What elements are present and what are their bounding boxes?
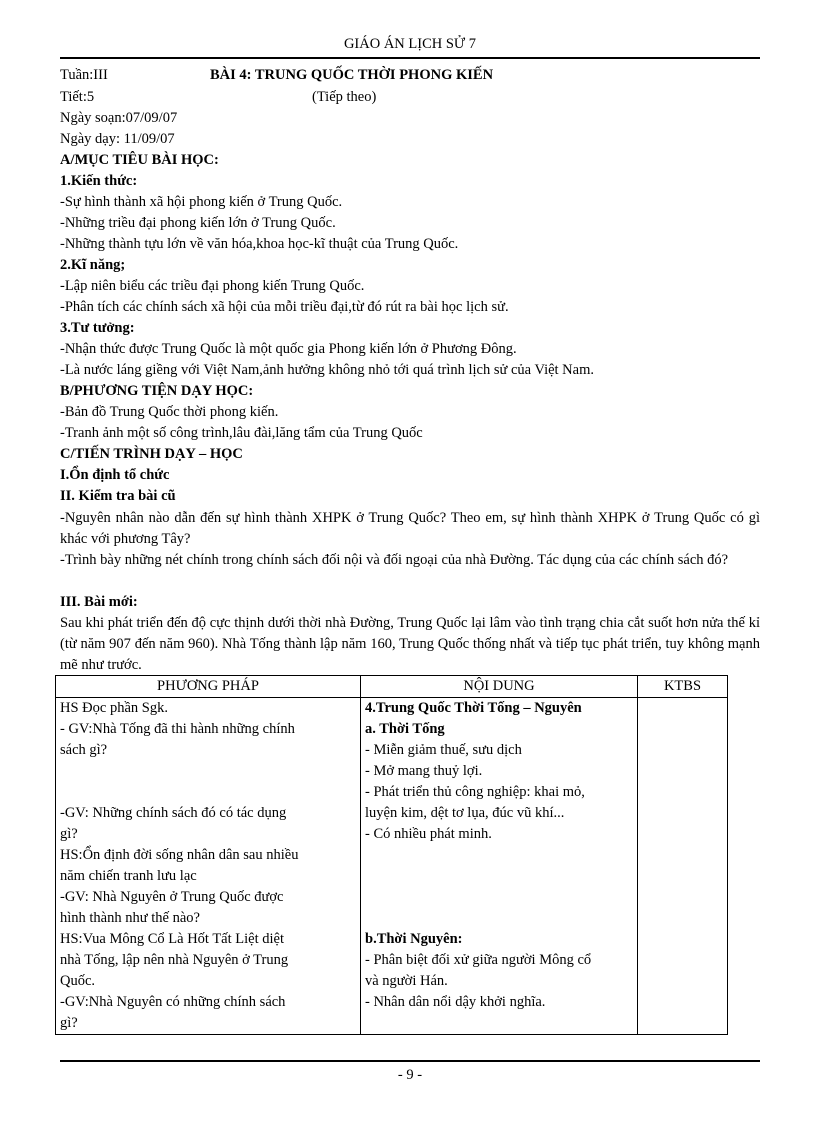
resource-item: -Bản đồ Trung Quốc thời phong kiến. xyxy=(60,404,279,420)
header-divider xyxy=(60,57,760,59)
blank-line xyxy=(60,782,356,803)
teach-date: Ngày dạy: 11/09/07 xyxy=(60,131,175,147)
method-line: -GV:Nhà Nguyên có những chính sách xyxy=(60,994,286,1010)
review-heading: II. Kiểm tra bài cũ xyxy=(60,488,176,504)
knowledge-heading: 1.Kiến thức: xyxy=(60,173,138,189)
method-line: - GV:Nhà Tống đã thi hành những chính xyxy=(60,721,295,737)
method-line: HS:Ổn định đời sống nhân dân sau nhiều xyxy=(60,847,299,863)
column-header-method: PHƯƠNG PHÁP xyxy=(56,676,361,698)
continued-label: (Tiếp theo) xyxy=(312,89,377,105)
method-line: -GV: Nhà Nguyên ở Trung Quốc được xyxy=(60,889,284,905)
stabilize-heading: I.Ổn định tổ chức xyxy=(60,467,170,483)
content-line: - Phát triển thủ công nghiệp: khai mỏ, xyxy=(365,784,585,800)
skills-heading: 2.Kĩ năng; xyxy=(60,257,126,273)
blank-line xyxy=(365,887,633,908)
knowledge-item: -Sự hình thành xã hội phong kiến ở Trung Quốc. xyxy=(60,194,343,210)
method-line: sách gì? xyxy=(60,742,108,758)
ktbs-cell xyxy=(638,698,728,1035)
method-line: năm chiến tranh lưu lạc xyxy=(60,868,197,884)
song-heading: a. Thời Tống xyxy=(365,721,445,737)
review-question-2: -Trình bày những nét chính trong chính sách đối nội và đối ngoại của nhà Đường. Tác dụng của các chính sách đó? xyxy=(60,552,729,568)
period-label: Tiết:5 xyxy=(60,89,95,105)
column-header-content: NỘI DUNG xyxy=(361,676,638,698)
content-line: luyện kim, dệt tơ lụa, đúc vũ khí... xyxy=(365,805,565,821)
page-header-title: GIÁO ÁN LỊCH SỬ 7 xyxy=(343,36,477,52)
knowledge-item: -Những triều đại phong kiến lớn ở Trung Quốc. xyxy=(60,215,336,231)
skills-item: -Lập niên biểu các triều đại phong kiến Trung Quốc. xyxy=(60,278,365,294)
method-line: gì? xyxy=(60,826,78,842)
resource-item: -Tranh ảnh một số công trình,lâu đài,lăng tẩm của Trung Quốc xyxy=(60,425,423,441)
lesson-table xyxy=(55,675,728,1035)
attitude-heading: 3.Tư tưởng: xyxy=(60,320,135,336)
method-line: nhà Tống, lập nên nhà Nguyên ở Trung xyxy=(60,952,289,968)
method-line: hình thành như thế nào? xyxy=(60,910,200,926)
new-lesson-heading: III. Bài mới: xyxy=(60,594,138,610)
table-row xyxy=(56,698,728,1035)
content-line: - Phân biệt đối xử giữa người Mông cổ xyxy=(365,952,592,968)
lesson-title: BÀI 4: TRUNG QUỐC THỜI PHONG KIẾN xyxy=(210,67,494,83)
blank-line xyxy=(365,908,633,929)
column-header-ktbs: KTBS xyxy=(638,676,728,698)
prep-date: Ngày soạn:07/09/07 xyxy=(60,110,178,126)
method-line: HS Đọc phần Sgk. xyxy=(60,700,168,716)
table-header-row xyxy=(56,676,728,698)
section-b-heading: B/PHƯƠNG TIỆN DẠY HỌC: xyxy=(60,383,254,399)
content-line: và người Hán. xyxy=(365,973,448,989)
blank-line xyxy=(365,866,633,887)
new-lesson-intro: Sau khi phát triển đến độ cực thịnh dưới thời nhà Đường, Trung Quốc lại lâm vào tình trạng chia cắt suốt hơn nửa thế kỉ (từ năm 907 đến năm 960). Nhà Tống thành lập năm 160, Trung Quốc thống nhất và tiếp tục phát triển, tuy không mạnh mẽ như trước. xyxy=(60,615,760,673)
attitude-item: -Là nước láng giềng với Việt Nam,ảnh hưởng không nhỏ tới quá trình lịch sử của Việt Nam. xyxy=(60,362,594,378)
knowledge-item: -Những thành tựu lớn về văn hóa,khoa học-kĩ thuật của Trung Quốc. xyxy=(60,236,459,252)
method-line: -GV: Những chính sách đó có tác dụng xyxy=(60,805,287,821)
skills-item: -Phân tích các chính sách xã hội của mỗi triều đại,từ đó rút ra bài học lịch sử. xyxy=(60,299,509,315)
section-c-heading: C/TIẾN TRÌNH DẠY – HỌC xyxy=(60,446,243,462)
content-cell xyxy=(361,698,638,1035)
blank-line xyxy=(60,761,356,782)
content-line: - Có nhiều phát minh. xyxy=(365,826,492,842)
content-title: 4.Trung Quốc Thời Tống – Nguyên xyxy=(365,700,582,716)
section-a-heading: A/MỤC TIÊU BÀI HỌC: xyxy=(60,152,219,168)
content-line: - Nhân dân nổi dậy khởi nghĩa. xyxy=(365,994,546,1010)
review-question-1: -Nguyên nhân nào dẫn đến sự hình thành XHPK ở Trung Quốc? Theo em, sự hình thành XHPK ở Trung Quốc có gì khác với phương Tây? xyxy=(60,510,760,547)
method-line: Quốc. xyxy=(60,973,96,989)
method-line: HS:Vua Mông Cổ Là Hốt Tất Liệt diệt xyxy=(60,931,284,947)
content-line: - Mở mang thuỷ lợi. xyxy=(365,763,483,779)
attitude-item: -Nhận thức được Trung Quốc là một quốc gia Phong kiến lớn ở Phương Đông. xyxy=(60,341,517,357)
content-line: - Miễn giảm thuế, sưu dịch xyxy=(365,742,522,758)
blank-line xyxy=(365,845,633,866)
week-label: Tuần:III xyxy=(60,67,108,83)
footer-divider xyxy=(60,1060,760,1062)
page-number: - 9 - xyxy=(397,1067,423,1083)
method-line: gì? xyxy=(60,1015,78,1031)
yuan-heading: b.Thời Nguyên: xyxy=(365,931,463,947)
method-cell xyxy=(56,698,361,1035)
